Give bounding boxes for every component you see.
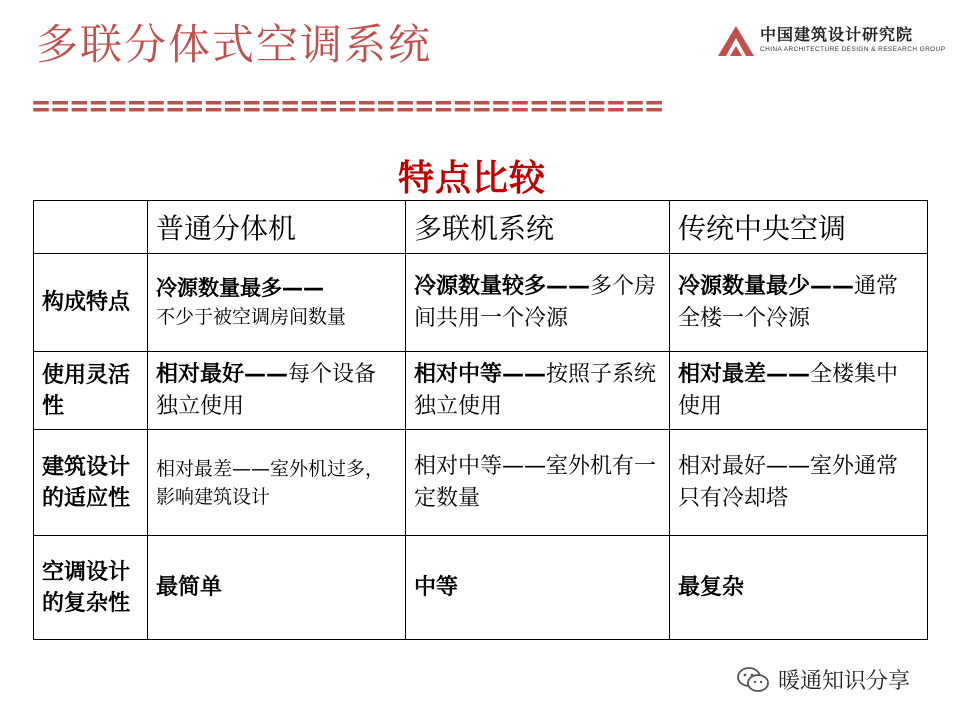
cell-bold-text: 最复杂: [678, 574, 745, 600]
cell-normal-text: 通常全楼一个冷源: [678, 273, 899, 331]
cell-normal-text: 每个设备独立使用: [156, 361, 377, 419]
table-cell: [670, 254, 928, 352]
table-cell: [148, 352, 406, 430]
cell-bold-text: 冷源数量最少——: [678, 273, 855, 299]
row-header: 使用灵活性: [34, 352, 148, 430]
table-header-corner: [34, 201, 148, 254]
cell-normal-text: 全楼集中使用: [678, 361, 899, 419]
watermark-text: 暖通知识分享: [778, 669, 911, 694]
table-cell: [670, 430, 928, 536]
table-header-cell: 传统中央空调: [670, 201, 928, 254]
cell-normal-text: 多个房间共用一个冷源: [414, 273, 657, 331]
logo-name-cn: 中国建筑设计研究院: [760, 25, 914, 44]
logo-mark-icon: [716, 20, 756, 60]
table-cell: [406, 536, 670, 640]
cell-normal-text: 相对最好——室外通常只有冷却塔: [678, 453, 899, 511]
cell-bold-text: 相对中等——: [414, 361, 547, 387]
table-row: [34, 536, 928, 640]
row-header: 建筑设计的适应性: [34, 430, 148, 536]
cell-normal-text: 按照子系统独立使用: [414, 361, 657, 419]
cell-bold-text: 冷源数量最多——: [156, 276, 324, 300]
row-header: 空调设计的复杂性: [34, 536, 148, 640]
table-cell: [406, 430, 670, 536]
table-row: [34, 430, 928, 536]
section-subtitle: 特点比较: [398, 158, 547, 199]
table-row: [34, 352, 928, 430]
logo-name-en: CHINA ARCHITECTURE DESIGN & RESEARCH GROUP: [760, 46, 946, 53]
cell-bold-text: 相对最好——: [156, 361, 289, 387]
cell-bold-text: 相对最差——: [678, 361, 811, 387]
cell-bold-text: 中等: [414, 574, 459, 600]
cell-normal-text: 相对中等——室外机有一定数量: [414, 453, 657, 511]
table-cell: [406, 254, 670, 352]
table-header-cell: 普通分体机: [148, 201, 406, 254]
title-divider: =================================: [32, 89, 665, 124]
table-cell: [148, 254, 406, 352]
cell-normal-text: 相对最差——室外机过多，影响建筑设计: [156, 457, 385, 508]
cell-bold-text: 最简单: [156, 574, 223, 600]
comparison-table: [33, 200, 928, 640]
slide-title: 多联分体式空调系统: [36, 20, 433, 69]
cell-normal-text: 不少于被空调房间数量: [156, 306, 347, 328]
table-cell: [148, 536, 406, 640]
table-cell: [670, 536, 928, 640]
table-header-row: [34, 201, 928, 254]
company-logo: [716, 20, 946, 64]
cell-bold-text: 冷源数量较多——: [414, 273, 591, 299]
table-cell: [148, 430, 406, 536]
wechat-icon: [736, 665, 770, 695]
table-row: [34, 254, 928, 352]
watermark: [736, 664, 910, 695]
table-cell: [406, 352, 670, 430]
table-header-cell: 多联机系统: [406, 201, 670, 254]
row-header: 构成特点: [34, 254, 148, 352]
table-cell: [670, 352, 928, 430]
